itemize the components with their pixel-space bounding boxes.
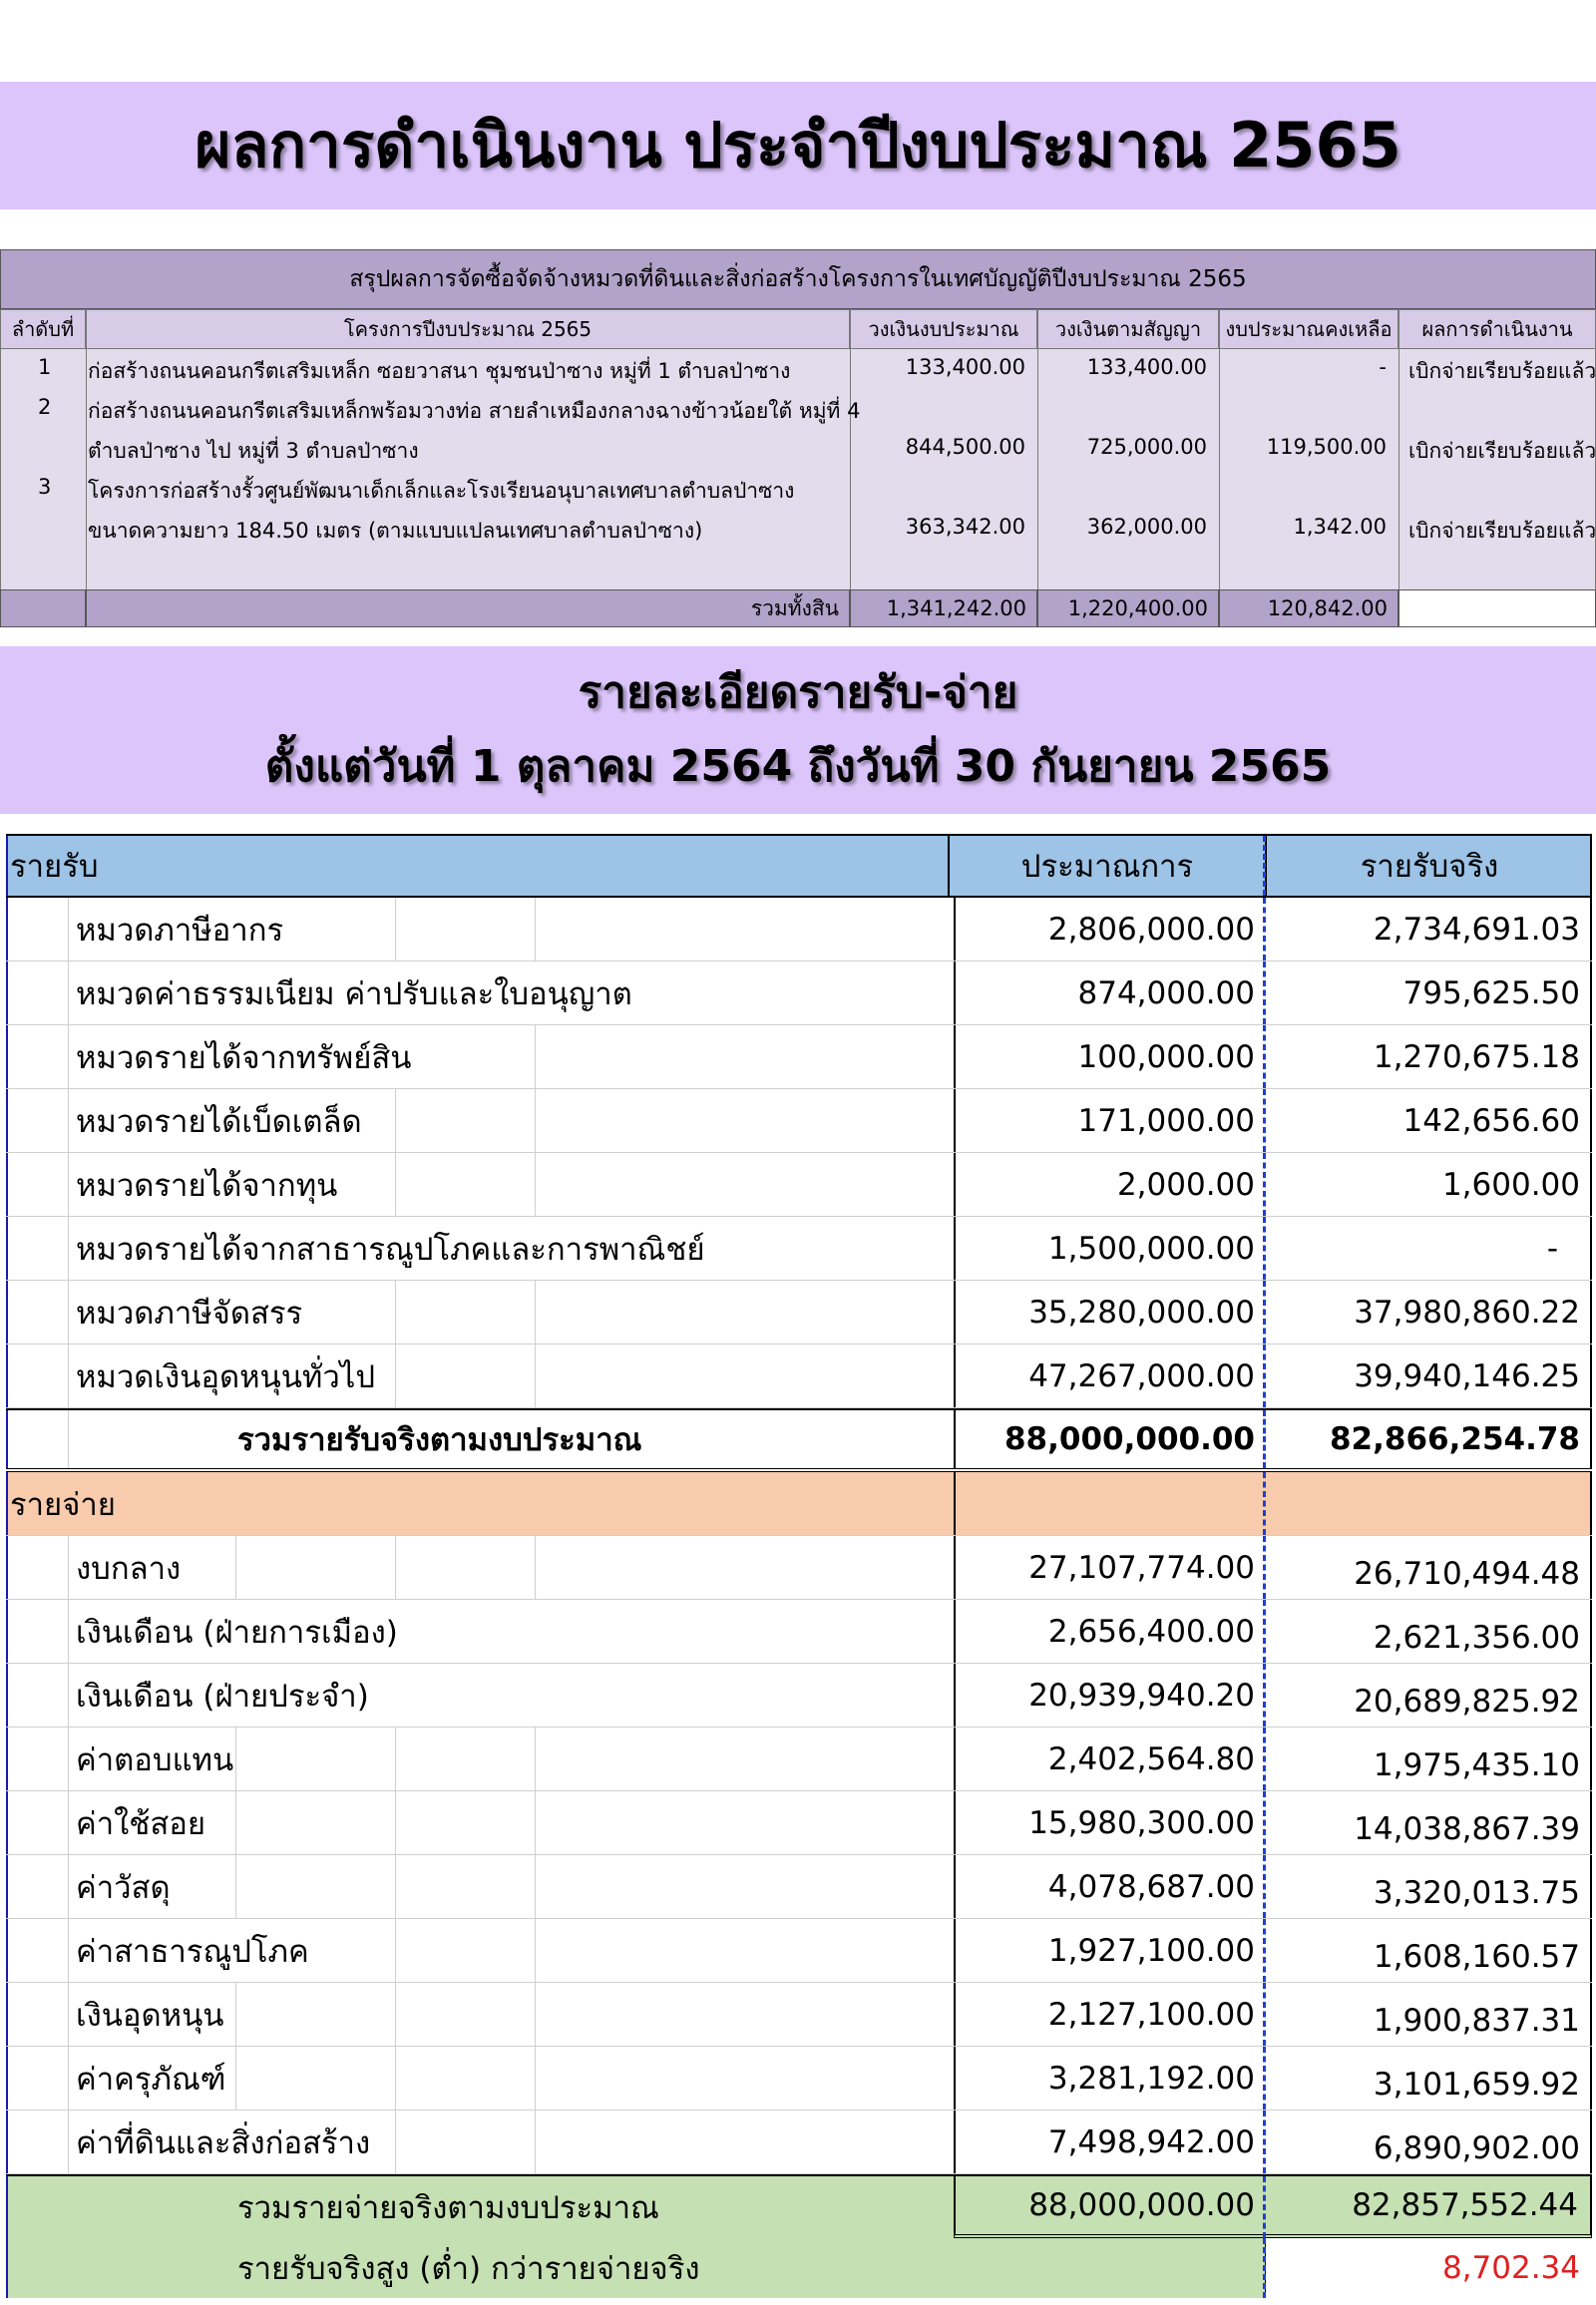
project-summary-table	[0, 249, 1596, 627]
expense-row: ค่าตอบแทน 2,402,564.80 1,975,435.10	[6, 1728, 1592, 1791]
project-budget: 363,342.00	[905, 515, 1025, 539]
income-total-row	[6, 1408, 1592, 1472]
project-result: เบิกจ่ายเรียบร้อยแล้ว	[1408, 359, 1596, 383]
project-no: 3	[38, 475, 52, 499]
expense-row: งบกลาง 27,107,774.00 26,710,494.48	[6, 1536, 1592, 1600]
project-total-contract: 1,220,400.00	[1037, 589, 1219, 627]
expense-section-header	[6, 1472, 1592, 1536]
project-name: ก่อสร้างถนนคอนกรีตเสริมเหล็กพร้อมวางท่อ สายลำเหมืองกลางฉางข้าวน้อยใต้ หมู่ที่ 4	[88, 399, 861, 423]
header-project: โครงการปีงบประมาณ 2565	[86, 309, 850, 349]
project-remaining: 1,342.00	[1293, 515, 1387, 539]
project-total-row	[0, 589, 1596, 627]
page-title-banner	[0, 82, 1596, 209]
expense-row: เงินเดือน (ฝ่ายประจำ) 20,939,940.20 20,689,825.92	[6, 1664, 1592, 1728]
expense-row: เงินอุดหนุน 2,127,100.00 1,900,837.31	[6, 1983, 1592, 2047]
project-name-cont: ขนาดความยาว 184.50 เมตร (ตามแบบแปลนเทศบาลตำบลป่าซาง)	[88, 519, 703, 543]
project-result: เบิกจ่ายเรียบร้อยแล้ว	[1408, 519, 1596, 543]
project-contract: 725,000.00	[1086, 435, 1207, 459]
project-budget: 133,400.00	[905, 355, 1025, 379]
project-table-header	[0, 309, 1596, 349]
balance-actual: 8,702.34	[1265, 2238, 1592, 2298]
income-row: หมวดรายได้จากทุน 2,000.00 1,600.00	[6, 1153, 1592, 1217]
details-period: ตั้งแต่วันที่ 1 ตุลาคม 2564 ถึงวันที่ 30 กันยายน 2565	[264, 741, 1332, 792]
project-contract: 362,000.00	[1086, 515, 1207, 539]
expense-row: ค่าใช้สอย 15,980,300.00 14,038,867.39	[6, 1791, 1592, 1855]
project-name: โครงการก่อสร้างรั้วศูนย์พัฒนาเด็กเล็กและโรงเรียนอนุบาลเทศบาลตำบลป่าซาง	[88, 479, 795, 503]
income-label: รายรับ	[10, 849, 99, 885]
income-section-header	[6, 834, 1592, 898]
header-remaining: งบประมาณคงเหลือ	[1219, 309, 1398, 349]
header-result: ผลการดำเนินงาน	[1398, 309, 1596, 349]
project-contract: 133,400.00	[1086, 355, 1207, 379]
expense-row: ค่าสาธารณูปโภค 1,927,100.00 1,608,160.57	[6, 1919, 1592, 1983]
expense-row: ค่าครุภัณฑ์ 3,281,192.00 3,101,659.92	[6, 2047, 1592, 2111]
income-total-label: รวมรายรับจริงตามงบประมาณ	[237, 1422, 642, 1458]
project-budget: 844,500.00	[905, 435, 1025, 459]
income-row: หมวดค่าธรรมเนียม ค่าปรับและใบอนุญาต 874,000.00 795,625.50	[6, 961, 1592, 1025]
header-no: ลำดับที่	[0, 309, 86, 349]
income-expense-table	[6, 834, 1592, 2298]
project-table-caption: สรุปผลการจัดซื้อจัดจ้างหมวดที่ดินและสิ่งก่อสร้างโครงการในเทศบัญญัติปีงบประมาณ 2565	[0, 249, 1596, 309]
page-title: ผลการดำเนินงาน ประจำปีงบประมาณ 2565	[195, 109, 1401, 182]
project-name: ก่อสร้างถนนคอนกรีตเสริมเหล็ก ซอยวาสนา ชุมชนป่าซาง หมู่ที่ 1 ตำบลป่าซาง	[88, 359, 791, 383]
income-row: หมวดเงินอุดหนุนทั่วไป 47,267,000.00 39,940,146.25	[6, 1345, 1592, 1408]
balance-row	[6, 2238, 1592, 2298]
project-row	[0, 471, 1596, 551]
project-no: 1	[38, 355, 52, 379]
income-total-estimate: 88,000,000.00	[954, 1410, 1265, 1468]
details-title-banner	[0, 646, 1596, 814]
project-name-cont: ตำบลป่าซาง ไป หมู่ที่ 3 ตำบลป่าซาง	[88, 439, 419, 463]
project-result: เบิกจ่ายเรียบร้อยแล้ว	[1408, 439, 1596, 463]
project-row	[0, 351, 1596, 391]
expense-total-row	[6, 2174, 1592, 2238]
actual-column-header: รายรับจริง	[1265, 836, 1592, 896]
project-total-label: รวมทั้งสิน	[86, 589, 850, 627]
project-total-remaining: 120,842.00	[1219, 589, 1398, 627]
income-row: หมวดภาษีอากร 2,806,000.00 2,734,691.03	[6, 898, 1592, 961]
expense-row: ค่าวัสดุ 4,078,687.00 3,320,013.75	[6, 1855, 1592, 1919]
income-row: หมวดรายได้เบ็ดเตล็ด 171,000.00 142,656.60	[6, 1089, 1592, 1153]
project-remaining: -	[1379, 355, 1387, 379]
income-row: หมวดรายได้จากทรัพย์สิน 100,000.00 1,270,675.18	[6, 1025, 1592, 1089]
project-total-budget: 1,341,242.00	[850, 589, 1037, 627]
expense-row: ค่าที่ดินและสิ่งก่อสร้าง 7,498,942.00 6,890,902.00	[6, 2111, 1592, 2174]
income-row: หมวดรายได้จากสาธารณูปโภคและการพาณิชย์ 1,500,000.00 -	[6, 1217, 1592, 1281]
balance-label: รายรับจริงสูง (ต่ำ) กว่ารายจ่ายจริง	[237, 2251, 700, 2287]
expense-row: เงินเดือน (ฝ่ายการเมือง) 2,656,400.00 2,621,356.00	[6, 1600, 1592, 1664]
header-contract: วงเงินตามสัญญา	[1037, 309, 1219, 349]
project-table-body	[0, 349, 1596, 589]
estimate-column-header: ประมาณการ	[948, 836, 1265, 896]
project-row	[0, 391, 1596, 471]
expense-total-label: รวมรายจ่ายจริงตามงบประมาณ	[237, 2190, 659, 2226]
details-title: รายละเอียดรายรับ-จ่าย	[578, 667, 1018, 718]
income-row: หมวดภาษีจัดสรร 35,280,000.00 37,980,860.22	[6, 1281, 1592, 1345]
expense-total-estimate: 88,000,000.00	[954, 2176, 1265, 2238]
expense-total-actual: 82,857,552.44	[1265, 2176, 1592, 2238]
header-budget: วงเงินงบประมาณ	[850, 309, 1037, 349]
income-total-actual: 82,866,254.78	[1329, 1421, 1580, 1457]
project-remaining: 119,500.00	[1266, 435, 1387, 459]
project-no: 2	[38, 395, 52, 419]
expense-label: รายจ่าย	[10, 1486, 116, 1523]
